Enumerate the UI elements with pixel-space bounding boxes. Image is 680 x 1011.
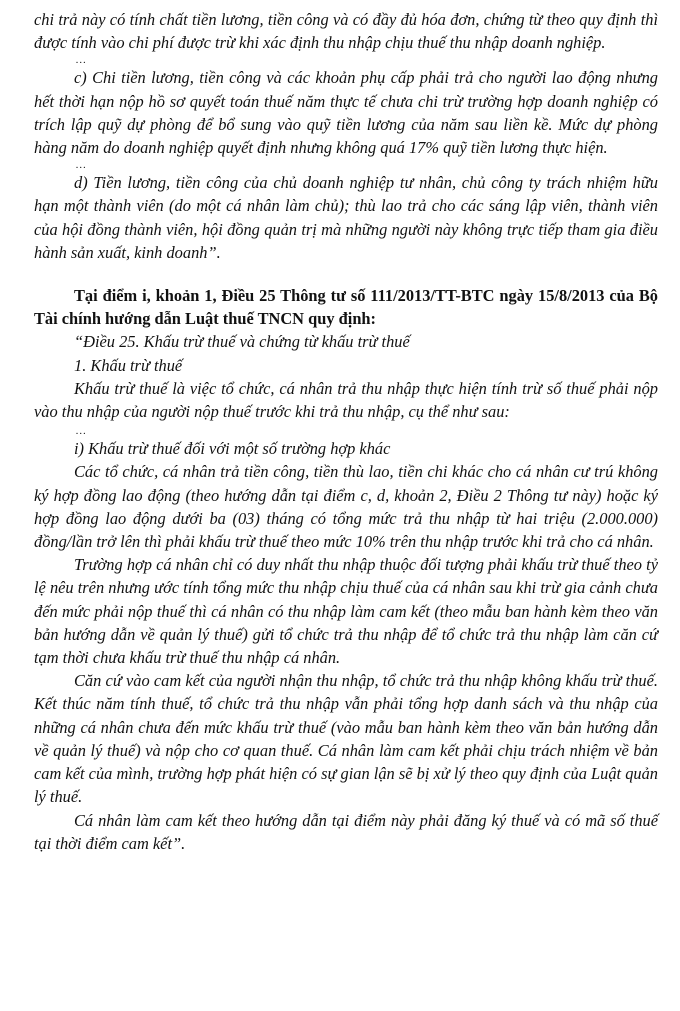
document-page [34,8,658,855]
paragraph-commitment-case: Trường hợp cá nhân chỉ có duy nhất thu nhập thuộc đối tượng phải khấu trừ thuế theo tỷ lệ nêu trên nhưng ước tính tổng mức thu nhập chịu thuế của cá nhân sau khi trừ gia cảnh chưa đến mức phải nộp thuế thì cá nhân có thu nhập làm cam kết (theo mẫu ban hành kèm theo văn bản hướng dẫn về quản lý thuế) gửi tổ chức trả thu nhập để tổ chức trả thu nhập làm căn cứ tạm thời chưa khấu trừ thuế thu nhập cá nhân. [34,555,658,668]
ellipsis: … [76,425,86,438]
paragraph-point-c: c) Chi tiền lương, tiền công và các khoản phụ cấp phải trả cho người lao động nhưng hết thời hạn nộp hồ sơ quyết toán thuế năm thực tế chưa chi trừ trường hợp doanh nghiệp có trích lập quỹ dự phòng để bổ sung vào quỹ tiền lương của năm sau liền kề. Mức dự phòng hàng năm do doanh nghiệp quyết định nhưng không quá 17% quỹ tiền lương thực hiện. [34,68,658,158]
point-i-title: i) Khấu trừ thuế đối với một số trường hợp khác [74,439,391,459]
paragraph-point-i-rule: Các tổ chức, cá nhân trả tiền công, tiền thù lao, tiền chi khác cho cá nhân cư trú không ký hợp đồng lao động (theo hướng dẫn tại điểm c, d, khoản 2, Điều 2 Thông tư này) hoặc ký hợp đồng lao động dưới ba (03) tháng có tổng mức trả thu nhập từ hai triệu (2.000.000) đồng/lần trở lên thì phải khấu trừ thuế theo mức 10% trên thu nhập trước khi trả cho cá nhân. [34,462,658,552]
paragraph-continuation: chi trả này có tính chất tiền lương, tiền công và có đầy đủ hóa đơn, chứng từ theo quy định thì được tính vào chi phí được trừ khi xác định thu nhập chịu thuế thu nhập doanh nghiệp. [34,10,658,53]
ellipsis: … [76,54,86,67]
article-title: “Điều 25. Khấu trừ thuế và chứng từ khấu trừ thuế [74,332,410,352]
paragraph-commitment-basis: Căn cứ vào cam kết của người nhận thu nhập, tổ chức trả thu nhập không khấu trừ thuế. Kết thúc năm tính thuế, tổ chức trả thu nhập vẫn phải tổng hợp danh sách và thu nhập của những cá nhân chưa đến mức khấu trừ thuế (vào mẫu ban hành kèm theo văn bản hướng dẫn về quản lý thuế) và nộp cho cơ quan thuế. Cá nhân làm cam kết phải chịu trách nhiệm về bản cam kết của mình, trường hợp phát hiện có sự gian lận sẽ bị xử lý theo quy định của Luật quản lý thuế. [34,671,658,807]
clause-title: 1. Khấu trừ thuế [74,355,183,375]
paragraph-point-d: d) Tiền lương, tiền công của chủ doanh nghiệp tư nhân, chủ công ty trách nhiệm hữu hạn một thành viên (do một cá nhân làm chủ); thù lao trả cho các sáng lập viên, thành viên của hội đồng thành viên, hội đồng quản trị mà những người này không trực tiếp tham gia điều hành sản xuất, kinh doanh”. [34,173,658,262]
paragraph-withholding-definition: Khấu trừ thuế là việc tổ chức, cá nhân trả thu nhập thực hiện tính trừ số thuế phải nộp vào thu nhập của người nộp thuế trước khi trả thu nhập, cụ thể như sau: [34,378,658,422]
paragraph-tax-registration: Cá nhân làm cam kết theo hướng dẫn tại điểm này phải đăng ký thuế và có mã số thuế tại thời điểm cam kết”. [34,810,658,853]
section-heading: Tại điểm i, khoản 1, Điều 25 Thông tư số 111/2013/TT-BTC ngày 15/8/2013 của Bộ Tài chính hướng dẫn Luật thuế TNCN quy định: [34,286,658,329]
ellipsis: … [76,159,86,172]
